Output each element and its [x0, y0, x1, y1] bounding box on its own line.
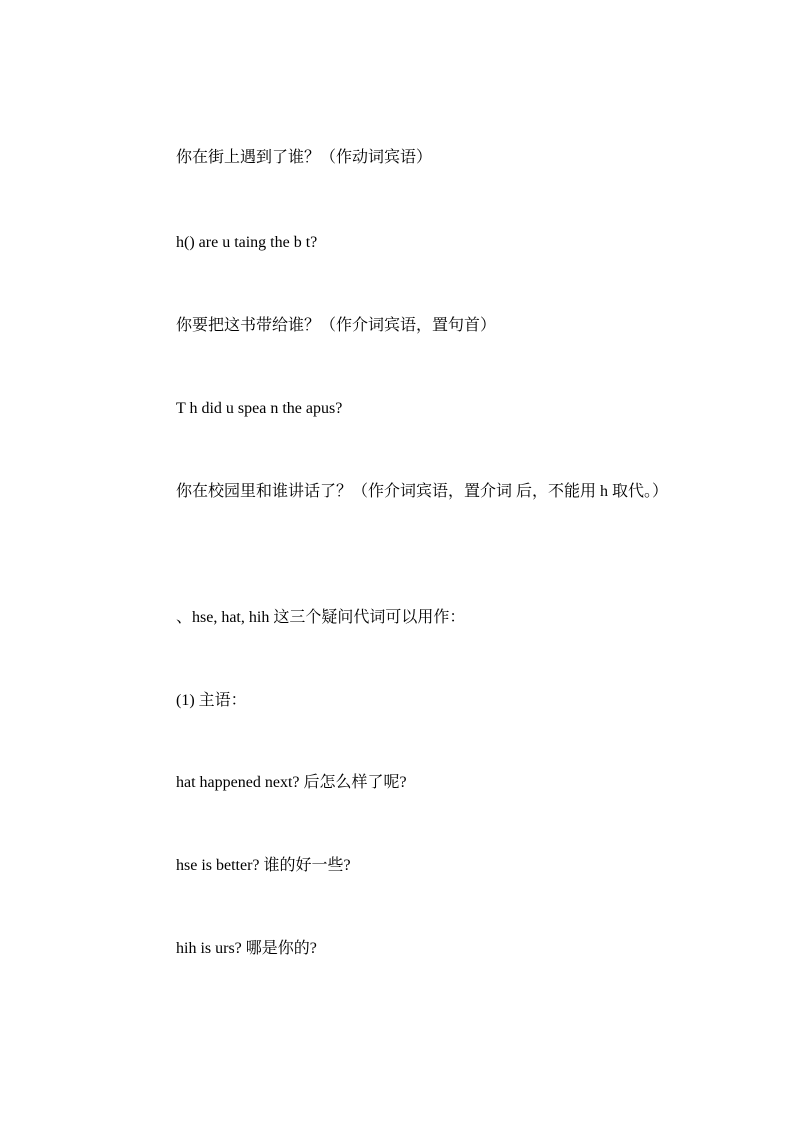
paragraph-8: hat happened next? 后怎么样了呢? — [176, 774, 407, 791]
paragraph-6: 、hse, hat, hih 这三个疑问代词可以用作： — [176, 609, 466, 626]
paragraph-1: 你在街上遇到了谁？（作动词宾语） — [176, 149, 433, 166]
paragraph-3: 你要把这书带给谁？（作介词宾语，置句首） — [176, 317, 497, 334]
paragraph-7: (1) 主语： — [176, 692, 247, 709]
paragraph-4: T h did u spea n the apus? — [176, 400, 343, 417]
paragraph-9: hse is better? 谁的好一些? — [176, 857, 351, 874]
paragraph-5: 你在校园里和谁讲话了？（作介词宾语，置介词 后，不能用 h 取代。） — [176, 483, 669, 500]
paragraph-10: hih is urs? 哪是你的? — [176, 940, 317, 957]
paragraph-2: h() are u taing the b t? — [176, 234, 318, 251]
